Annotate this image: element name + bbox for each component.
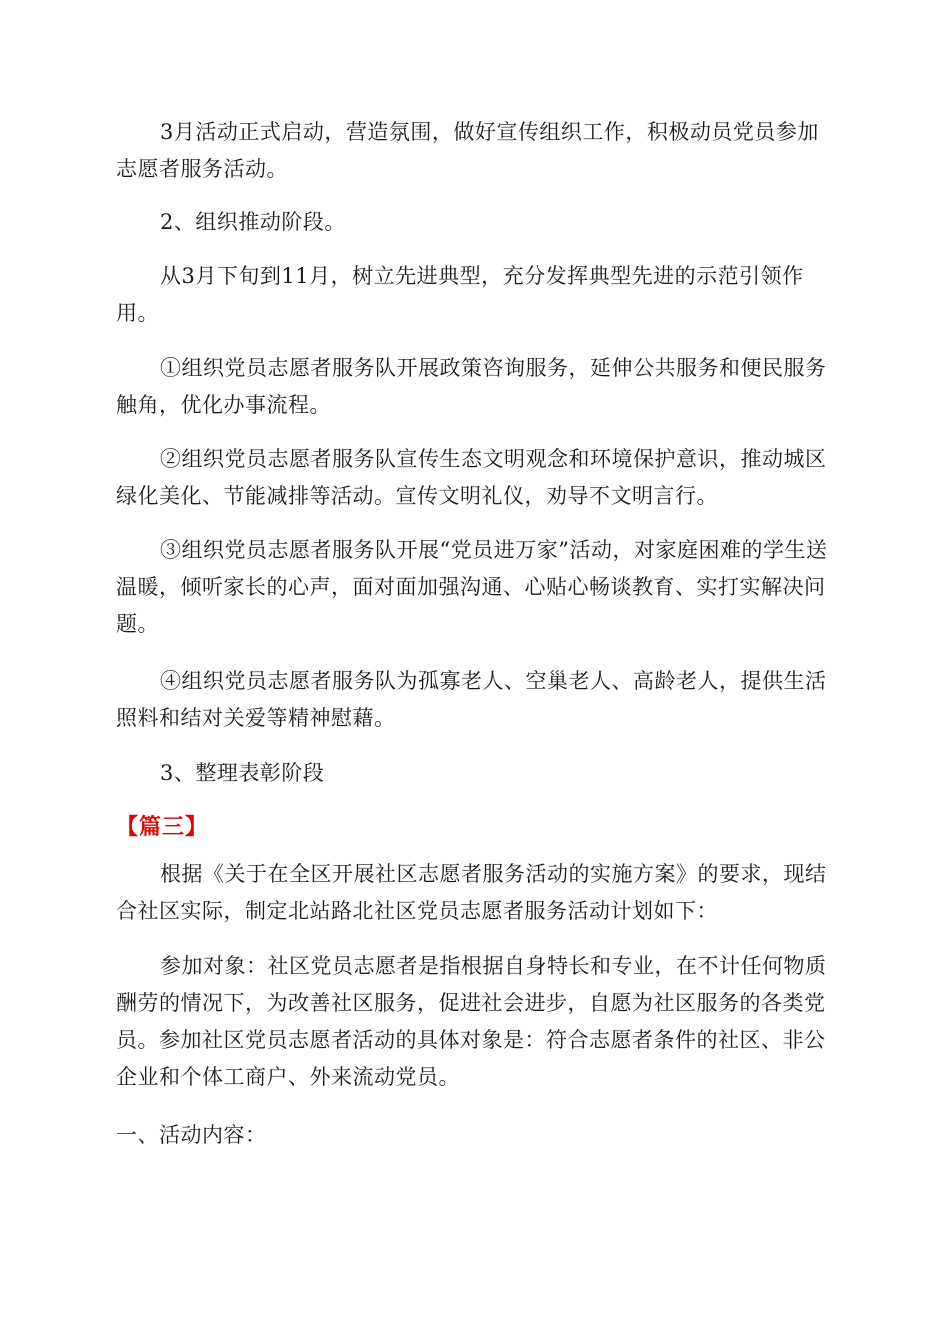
paragraph-basis: 根据《关于在全区开展社区志愿者服务活动的实施方案》的要求，现结合社区实际，制定北站路北社区党员志愿者服务活动计划如下： [116,862,827,923]
paragraph-stage-2-intro: 从3月下旬到11月，树立先进典型，充分发挥典型先进的示范引领作用。 [116,264,804,325]
paragraph-participants: 参加对象：社区党员志愿者是指根据自身特长和专业，在不计任何物质酬劳的情况下，为改善社区服务，促进社会进步，自愿为社区服务的各类党员。参加社区党员志愿者活动的具体对象是：符合志愿者条件的社区、非公企业和个体工商户、外来流动党员。 [116,954,827,1089]
paragraph-item-2: ②组织党员志愿者服务队宣传生态文明观念和环境保护意识，推动城区绿化美化、节能减排等活动。宣传文明礼仪，劝导不文明言行。 [116,447,827,508]
paragraph-item-4: ④组织党员志愿者服务队为孤寡老人、空巢老人、高龄老人，提供生活照料和结对关爱等精神慰藉。 [116,669,827,730]
paragraph-stage-3-title: 3、整理表彰阶段 [160,761,325,785]
subheading-activity-content: 一、活动内容： [116,1123,267,1147]
paragraph-launch: 3月活动正式启动，营造氛围，做好宣传组织工作，积极动员党员参加志愿者服务活动。 [116,120,819,181]
paragraph-item-3: ③组织党员志愿者服务队开展“党员进万家”活动，对家庭困难的学生送温暖，倾听家长的心声，面对面加强沟通、心贴心畅谈教育、实打实解决问题。 [116,538,828,636]
paragraph-item-1: ①组织党员志愿者服务队开展政策咨询服务，延伸公共服务和便民服务触角，优化办事流程。 [116,356,827,417]
paragraph-stage-2-title: 2、组织推动阶段。 [160,210,346,234]
section-heading: 【篇三】 [116,814,209,840]
